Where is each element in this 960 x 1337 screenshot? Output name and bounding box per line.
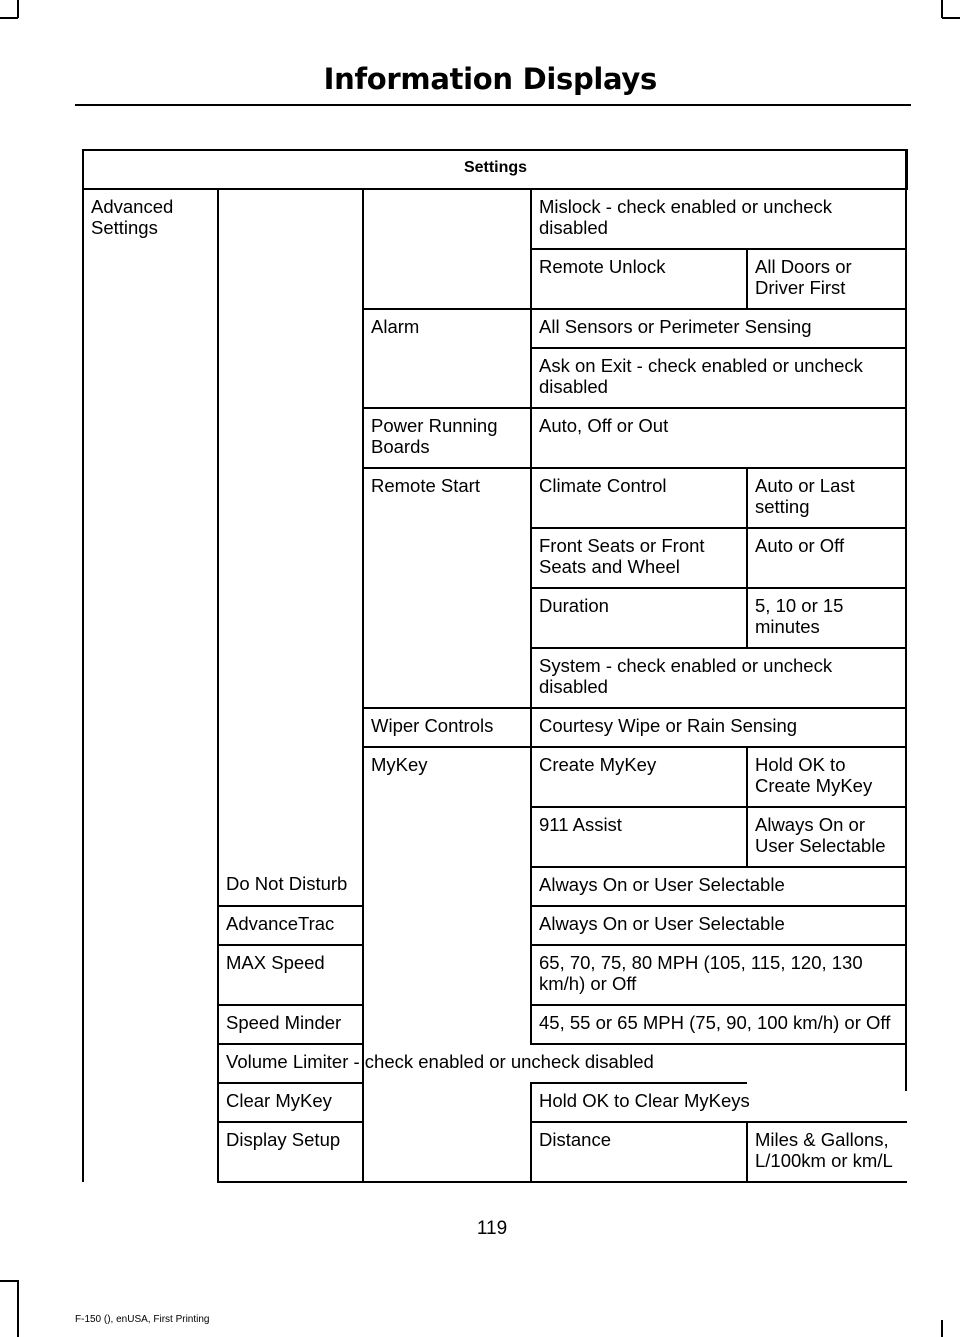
crop-mark [0, 1280, 18, 1282]
table-right-border [905, 149, 907, 1091]
footer-text: F-150 (), enUSA, First Printing [75, 1314, 210, 1325]
cell-create-mykey-value: Hold OK to Create MyKey [747, 747, 907, 807]
page-title: Information Displays [323, 62, 657, 96]
crop-mark [17, 0, 19, 18]
cell-distance: Distance [531, 1122, 747, 1182]
cell-climate-control-value: Auto or Last setting [747, 468, 907, 528]
cell-power-running-boards-value: Auto, Off or Out [531, 408, 907, 468]
cell-create-mykey: Create MyKey [531, 747, 747, 807]
cell-remote-start: Remote Start [363, 468, 531, 708]
cell-display-setup: Display Setup [218, 1122, 363, 1182]
cell-duration: Duration [531, 588, 747, 648]
crop-mark [941, 0, 943, 18]
cell-climate-control: Climate Control [531, 468, 747, 528]
cell-remote-unlock-value: All Doors or Driver First [747, 249, 907, 309]
cell-duration-value: 5, 10 or 15 minutes [747, 588, 907, 648]
cell-speed-minder: Speed Minder [218, 1005, 363, 1044]
cell-advancetrac-value: Always On or User Selectable [531, 906, 907, 945]
table-heading: Settings [83, 150, 907, 189]
crop-mark [17, 1280, 19, 1337]
cell-ask-on-exit: Ask on Exit - check enabled or uncheck disabled [531, 348, 907, 408]
cell-clear-mykey-value: Hold OK to Clear MyKeys [531, 1083, 907, 1122]
cell-clear-mykey: Clear MyKey [218, 1083, 363, 1122]
cell-mislock: Mislock - check enabled or uncheck disabled [531, 189, 907, 249]
title-divider [75, 104, 911, 106]
cell-alarm: Alarm [363, 309, 531, 408]
crop-mark [942, 17, 960, 19]
cell-max-speed-value: 65, 70, 75, 80 MPH (105, 115, 120, 130 km/h) or Off [531, 945, 907, 1005]
cell-do-not-disturb-value: Always On or User Selectable [531, 867, 907, 906]
cell-alarm-value: All Sensors or Perimeter Sensing [531, 309, 907, 348]
cell-advancetrac: AdvanceTrac [218, 906, 363, 945]
cell-front-seats: Front Seats or Front Seats and Wheel [531, 528, 747, 588]
cell-remote-unlock: Remote Unlock [531, 249, 747, 309]
crop-mark [0, 17, 18, 19]
cell-mykey: MyKey [363, 747, 531, 1182]
cell-911-assist-value: Always On or User Selectable [747, 807, 907, 867]
cell-max-speed: MAX Speed [218, 945, 363, 1005]
page-number: 119 [476, 1218, 508, 1239]
cell-system: System - check enabled or uncheck disabled [531, 648, 907, 708]
cell-front-seats-value: Auto or Off [747, 528, 907, 588]
cell-distance-value: Miles & Gallons, L/100km or km/L [747, 1122, 907, 1182]
cell-wiper-controls-value: Courtesy Wipe or Rain Sensing [531, 708, 907, 747]
cell-volume-limiter: Volume Limiter - check enabled or uncheck disabled [218, 1044, 747, 1083]
cell-do-not-disturb: Do Not Disturb [218, 867, 363, 906]
crop-mark [941, 1320, 943, 1337]
cell-advanced-settings: Advanced Settings [83, 189, 218, 1182]
cell-911-assist: 911 Assist [531, 807, 747, 867]
cell-wiper-controls: Wiper Controls [363, 708, 531, 747]
cell-speed-minder-value: 45, 55 or 65 MPH (75, 90, 100 km/h) or Off [531, 1005, 907, 1044]
settings-table [82, 149, 907, 1183]
cell-power-running-boards: Power Running Boards [363, 408, 531, 468]
